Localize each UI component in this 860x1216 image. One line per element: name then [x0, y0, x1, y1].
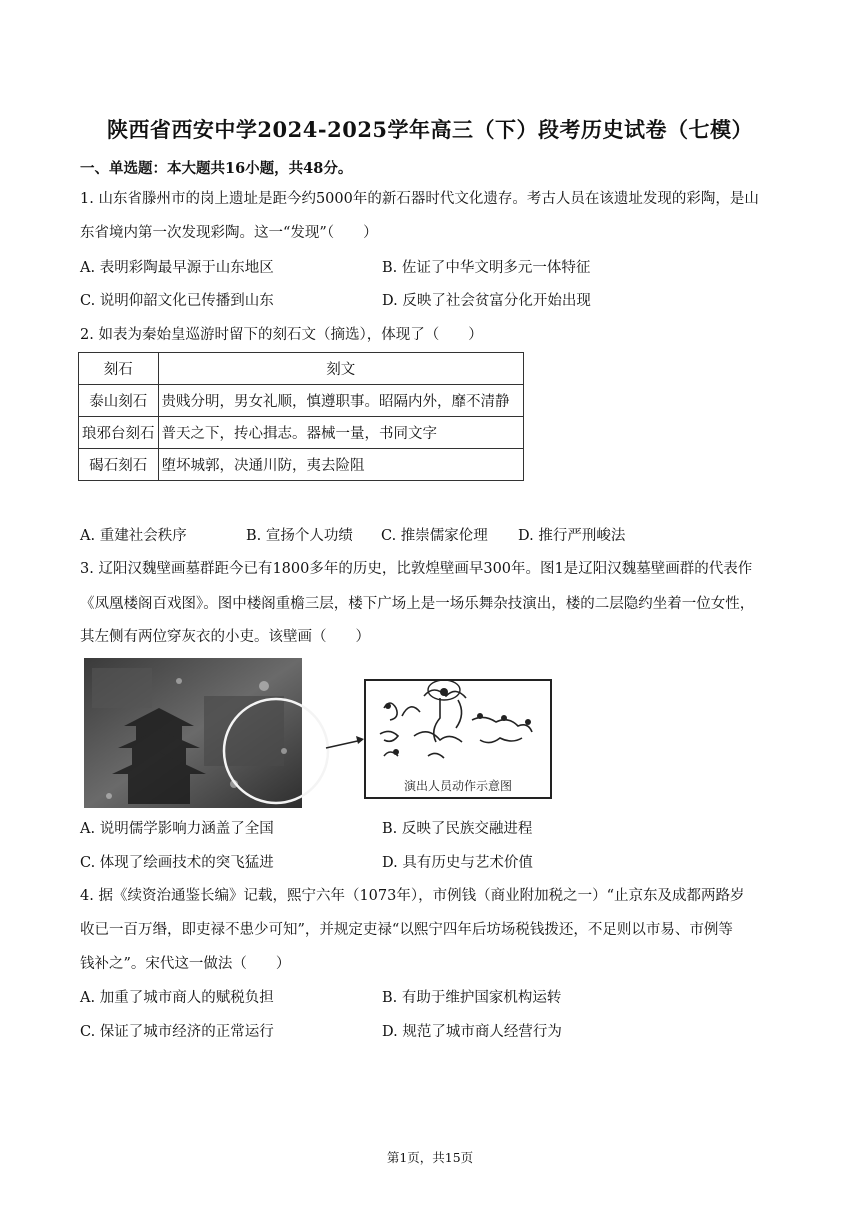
- question-stem-line: 1. 山东省滕州市的岗上遗址是距今约5000年的新石器时代文化遗存。考古人员在该遗址发现的彩陶，是山: [80, 191, 759, 207]
- option-c[interactable]: C. 推崇儒家伦理: [381, 528, 488, 544]
- option-a[interactable]: A. 说明儒学影响力涵盖了全国: [80, 821, 274, 837]
- option-b[interactable]: B. 佐证了中华文明多元一体特征: [382, 260, 591, 276]
- question-stem-line: 收已一百万缗，即吏禄不患少可知”，并规定吏禄“以熙宁四年后坊场税钱拨还，不足则以市易、市例等: [80, 922, 733, 938]
- table-cell: 普天之下，抟心揖志。器械一量，书同文字: [158, 417, 524, 449]
- table-cell: 贵贱分明，男女礼顺，慎遵职事。昭隔内外，靡不清静: [158, 385, 524, 417]
- mural-illustration: [84, 656, 554, 812]
- question-stem-line: 《凤凰楼阁百戏图》。图中楼阁重檐三层，楼下广场上是一场乐舞杂技演出，楼的二层隐约坐着一位女性，: [80, 596, 755, 612]
- figure-caption: 演出人员动作示意图: [403, 779, 513, 793]
- option-b[interactable]: B. 有助于维护国家机构运转: [382, 990, 562, 1006]
- option-c[interactable]: C. 体现了绘画技术的突飞猛进: [80, 855, 274, 871]
- table-row: [79, 385, 524, 417]
- table-row: [79, 417, 524, 449]
- option-c[interactable]: C. 保证了城市经济的正常运行: [80, 1024, 274, 1040]
- option-a[interactable]: A. 加重了城市商人的赋税负担: [80, 990, 274, 1006]
- table-cell: 泰山刻石: [79, 385, 159, 417]
- table-cell: 碣石刻石: [79, 449, 159, 481]
- option-d[interactable]: D. 推行严刑峻法: [518, 528, 626, 544]
- option-a[interactable]: A. 表明彩陶最早源于山东地区: [80, 260, 274, 276]
- exam-title: 陕西省西安中学2024-2025学年高三（下）段考历史试卷（七模）: [106, 117, 754, 142]
- inscription-table: [78, 352, 524, 481]
- table-row: [79, 449, 524, 481]
- option-b[interactable]: B. 反映了民族交融进程: [382, 821, 533, 837]
- question-stem-line: 3. 辽阳汉魏壁画墓群距今已有1800多年的历史，比敦煌壁画早300年。图1是辽阳汉魏墓壁画群的代表作: [80, 561, 753, 577]
- option-d[interactable]: D. 具有历史与艺术价值: [382, 855, 533, 871]
- option-c[interactable]: C. 说明仰韶文化已传播到山东: [80, 293, 274, 309]
- table-header-row: [79, 353, 524, 385]
- page-footer: 第1页，共15页: [386, 1150, 474, 1165]
- table-header: 刻文: [158, 353, 524, 385]
- question-stem-line: 东省境内第一次发现彩陶。这一“发现”（ ）: [80, 225, 378, 241]
- option-d[interactable]: D. 反映了社会贫富分化开始出现: [382, 293, 591, 309]
- option-b[interactable]: B. 宣扬个人功绩: [246, 528, 353, 544]
- option-a[interactable]: A. 重建社会秩序: [80, 528, 187, 544]
- section-heading: 一、单选题：本大题共16小题，共48分。: [80, 160, 353, 177]
- question-stem-line: 4. 据《续资治通鉴长编》记载，熙宁六年（1073年），市例钱（商业附加税之一）“止京东及成都两路岁: [80, 888, 745, 904]
- table-header: 刻石: [79, 353, 159, 385]
- arrow-line: [326, 740, 362, 748]
- question-stem-line: 其左侧有两位穿灰衣的小吏。该壁画（ ）: [80, 629, 370, 645]
- arrow-head-icon: [356, 736, 364, 744]
- option-d[interactable]: D. 规范了城市商人经营行为: [382, 1024, 562, 1040]
- table-cell: 堕坏城郭，决通川防，夷去险阻: [158, 449, 524, 481]
- table-cell: 琅邪台刻石: [79, 417, 159, 449]
- mural-figure: [84, 656, 554, 812]
- question-stem-line: 钱补之”。宋代这一做法（ ）: [80, 956, 291, 972]
- question-stem-line: 2. 如表为秦始皇巡游时留下的刻石文（摘选），体现了（ ）: [80, 327, 483, 343]
